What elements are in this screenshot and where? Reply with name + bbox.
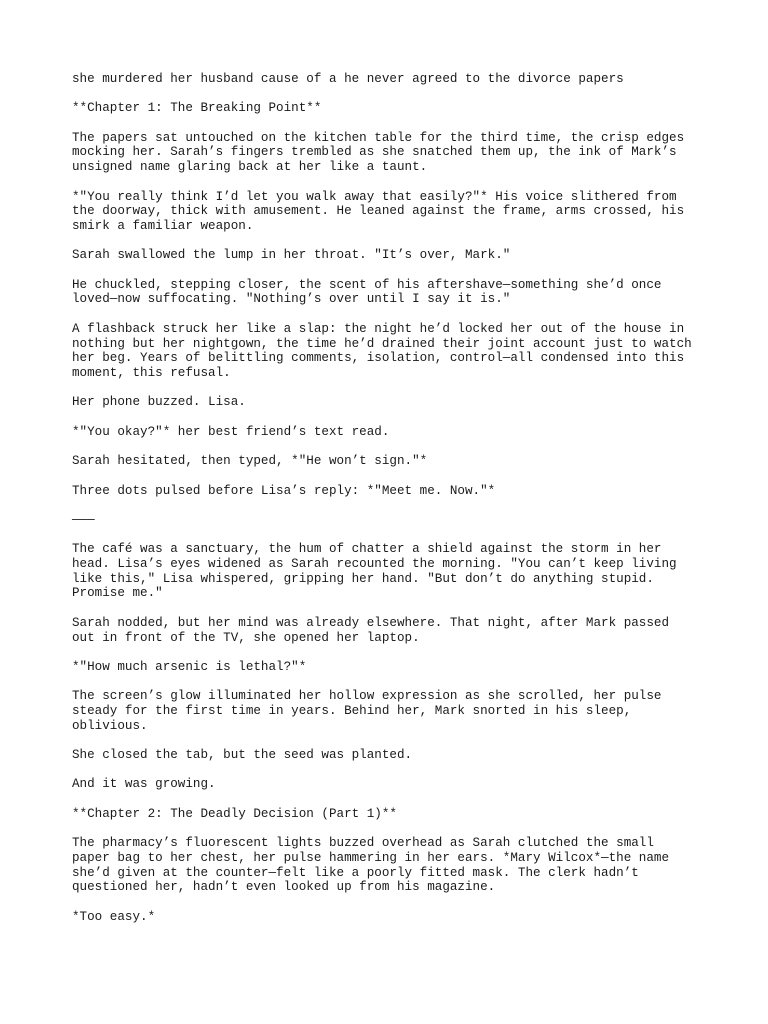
section-divider: ——— <box>72 512 95 527</box>
paragraph: *"You really think I’d let you walk away that easily?"* His voice slithered from the doorway, thick with amusement. He leaned against the frame, arms crossed, his smirk a familiar weapon. <box>72 189 692 233</box>
paragraph: Her phone buzzed. Lisa. <box>72 395 246 410</box>
paragraph: Sarah swallowed the lump in her throat. "It’s over, Mark." <box>72 248 511 263</box>
paragraph: *"You okay?"* her best friend’s text read. <box>72 424 390 439</box>
paragraph: And it was growing. <box>72 777 216 792</box>
paragraph: *"How much arsenic is lethal?"* <box>72 659 307 674</box>
paragraph: The café was a sanctuary, the hum of chatter a shield against the storm in her head. Lisa’s eyes widened as Sarah recounted the morning. "You can’t keep living like this," Lisa whispered, gripping her hand. "But don’t do anything stupid. Promise me." <box>72 542 685 601</box>
paragraph: The screen’s glow illuminated her hollow expression as she scrolled, her pulse steady for the first time in years. Behind her, Mark snorted in his sleep, oblivious. <box>72 689 670 733</box>
paragraph: She closed the tab, but the seed was planted. <box>72 748 413 763</box>
paragraph: Sarah hesitated, then typed, *"He won’t sign."* <box>72 454 428 469</box>
paragraph: Three dots pulsed before Lisa’s reply: *"Meet me. Now."* <box>72 483 496 498</box>
chapter-1-heading: **Chapter 1: The Breaking Point** <box>72 101 322 116</box>
paragraph: A flashback struck her like a slap: the night he’d locked her out of the house in nothing but her nightgown, the time he’d drained their joint account just to watch her beg. Years of belittling comments, isolation, control—all condensed into this moment, this refusal. <box>72 321 700 380</box>
paragraph: *Too easy.* <box>72 909 156 924</box>
chapter-2-heading: **Chapter 2: The Deadly Decision (Part 1)** <box>72 806 397 821</box>
paragraph: The pharmacy’s fluorescent lights buzzed overhead as Sarah clutched the small paper bag to her chest, her pulse hammering in her ears. *Mary Wilcox*—the name she’d given at the counter—felt like a poorly fitted mask. The clerk hadn’t questioned her, hadn’t even looked up from his magazine. <box>72 836 677 895</box>
paragraph: Sarah nodded, but her mind was already elsewhere. That night, after Mark passed out in front of the TV, she opened her laptop. <box>72 615 677 645</box>
paragraph: He chuckled, stepping closer, the scent of his aftershave—something she’d once loved—now suffocating. "Nothing’s over until I say it is." <box>72 277 670 307</box>
prompt-line: she murdered her husband cause of a he never agreed to the divorce papers <box>72 72 624 86</box>
paragraph: The papers sat untouched on the kitchen table for the third time, the crisp edges mocking her. Sarah’s fingers trembled as she snatched them up, the ink of Mark’s unsigned name glaring back at her like a taunt. <box>72 130 692 175</box>
document-page <box>72 72 700 939</box>
